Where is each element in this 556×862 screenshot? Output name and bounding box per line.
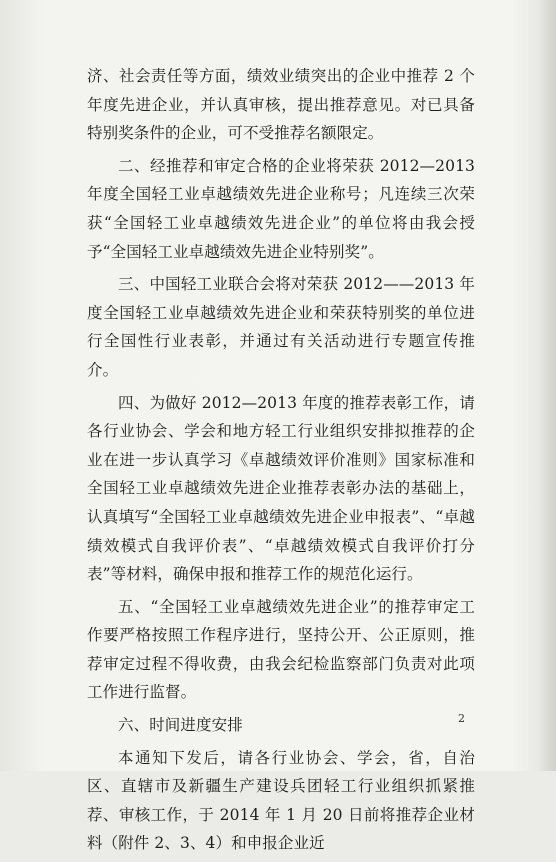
section-heading-schedule: 六、时间进度安排 (118, 716, 243, 735)
paragraph-7: 本通知下发后，请各行业协会、学会，省，自治区、直辖市及新疆生产建设兵团轻工行业组织抓紧推荐、审核工作，于 2014 年 1 月 20 日前将推荐企业材料（附件 2、3、4）和申报企业近 (87, 748, 475, 853)
paragraph-continuation: 济、社会责任等方面，绩效业绩突出的企业中推荐 2 个年度先进企业，并认真审核，提出推荐意见。对已具备特别奖条件的企业，可不受推荐名额限定。 (87, 67, 475, 143)
paragraph-3: 三、中国轻工业联合会将对荣获 2012——2013 年度全国轻工业卓越绩效先进企业和荣获特别奖的单位进行全国性行业表彰，并通过有关活动进行专题宣传推介。 (87, 275, 475, 379)
document-body (87, 62, 475, 862)
page-number: 2 (458, 712, 465, 725)
paragraph-4: 四、为做好 2012—2013 年度的推荐表彰工作，请各行业协会、学会和地方轻工行业组织安排拟推荐的企业在进一步认真学习《卓越绩效评价准则》国家标准和全国轻工业卓越绩效先进企业推荐表彰办法的基础上，认真填写“全国轻工业卓越绩效先进企业申报表”、“卓越绩效模式自我评价表”、“卓越绩效模式自我评价打分表”等材料，确保申报和推荐工作的规范化运行。 (87, 393, 475, 584)
paragraph-5: 五、“全国轻工业卓越绩效先进企业”的推荐审定工作要严格按照工作程序进行，坚持公开、公正原则，推荐审定过程不得收费，由我会纪检监察部门负责对此项工作进行监督。 (87, 597, 475, 702)
paragraph-2: 二、经推荐和审定合格的企业将荣获 2012—2013 年度全国轻工业卓越绩效先进企业称号；凡连续三次荣获“全国轻工业卓越绩效先进企业”的单位将由我会授予“全国轻工业卓越绩效先进企业特别奖”。 (87, 156, 475, 261)
